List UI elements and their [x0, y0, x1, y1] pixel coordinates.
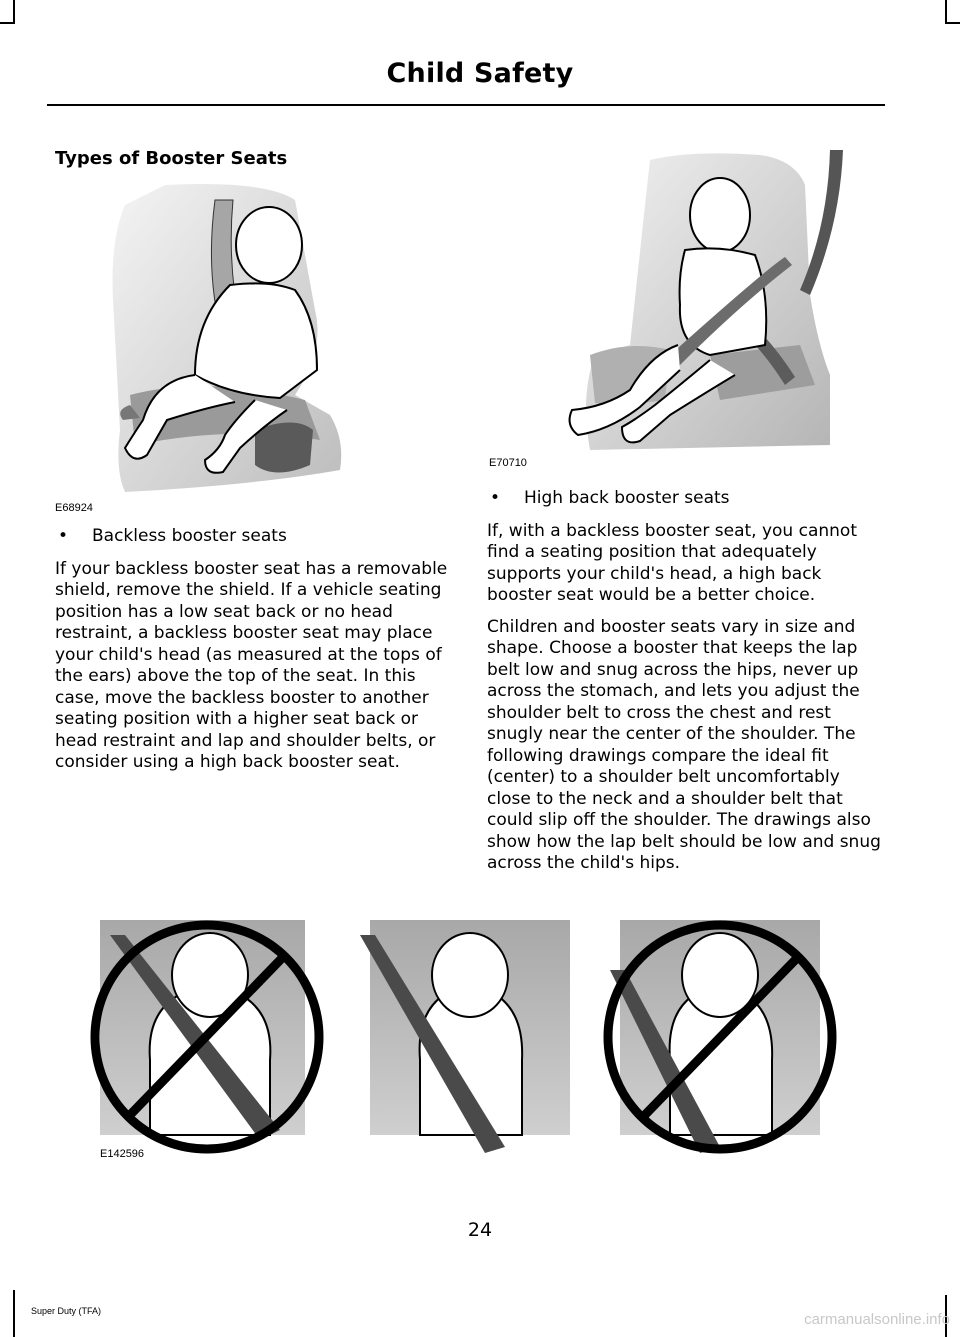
- high-back-booster-illustration: [560, 145, 850, 465]
- page-header-title: Child Safety: [386, 58, 574, 89]
- belt-too-close-to-neck: [95, 920, 319, 1149]
- crop-mark-bottom-left-v: [13, 1290, 15, 1337]
- figure-code-backless: E68924: [55, 502, 93, 514]
- crop-mark-top-right-h: [945, 22, 960, 24]
- header-divider: [47, 104, 885, 106]
- crop-mark-top-left-v: [13, 0, 15, 24]
- right-column: [487, 488, 883, 885]
- bullet-highback: [487, 488, 883, 510]
- figure-code-highback: E70710: [489, 457, 527, 469]
- belt-fit-comparison-illustration: [85, 915, 845, 1160]
- bullet-text: Backless booster seats: [92, 526, 287, 546]
- section-title: Types of Booster Seats: [55, 148, 288, 169]
- highback-paragraph-2: Children and booster seats vary in size and shape. Choose a booster that keeps the lap belt low and snug across the hips, never up across the stomach, and lets you adjust the shoulder belt to cross the chest and rest snugly near the center of the shoulder. The following drawings compare the ideal fit (center) to a shoulder belt uncomfortably close to the neck and a shoulder belt that could slip off the shoulder. The drawings also show how the lap belt should be low and snug across the child's hips.: [487, 616, 881, 873]
- highback-paragraph-1: If, with a backless booster seat, you cannot find a seating position that adequately supports your child's head, a high back booster seat would be a better choice.: [487, 520, 857, 605]
- bullet-dot: •: [490, 488, 501, 508]
- figure-code-fit: E142596: [100, 1148, 145, 1160]
- bullet-text: High back booster seats: [524, 488, 730, 508]
- page-number: 24: [467, 1219, 493, 1241]
- bullet-dot: •: [58, 526, 69, 546]
- belt-off-shoulder: [608, 920, 832, 1153]
- backless-paragraph: If your backless booster seat has a removable shield, remove the shield. If a vehicle seating position has a low seat back or no head restraint, a backless booster seat may place your child's head (as measured at the tops of the ears) above the top of the seat. In this case, move the backless booster to another seating position with a higher seat back or head restraint and lap and shoulder belts, or consider using a high back booster seat.: [55, 558, 448, 772]
- footer-doc-name: Super Duty (TFA): [31, 1306, 102, 1316]
- left-column: [55, 526, 450, 784]
- watermark: carmanualsonline.info: [804, 1311, 950, 1328]
- crop-mark-top-left-h: [0, 22, 15, 24]
- crop-mark-top-right-v: [945, 0, 947, 24]
- belt-ideal-fit: [360, 920, 570, 1153]
- backless-booster-illustration: [55, 180, 355, 500]
- bullet-backless: [55, 526, 450, 548]
